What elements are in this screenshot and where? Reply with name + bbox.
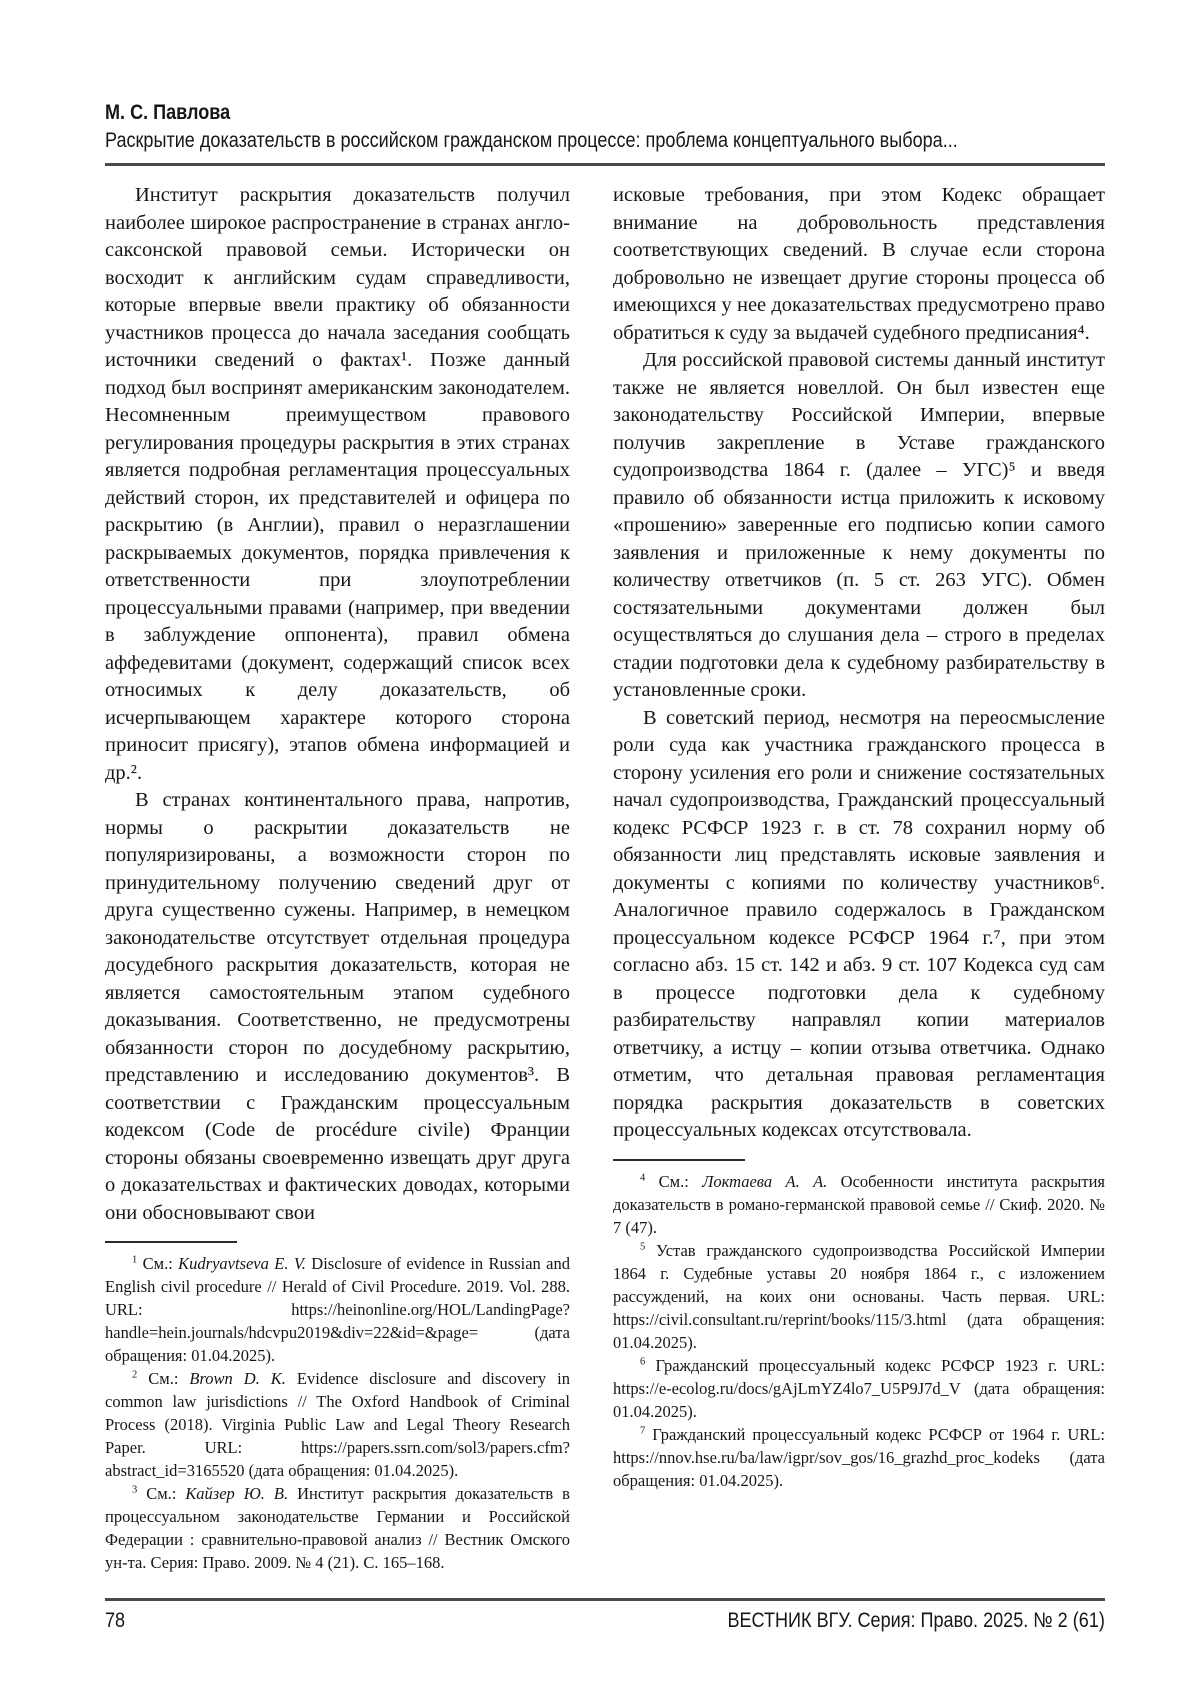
footnote-3: $^3$ См.: Кайзер Ю. В. Институт раскрытия доказательств в процессуальном законодательстве Германии и Российской Федерации : сравнительно-правовой анализ // Вестник Омского ун-та. Серия: Право. 2009. № 4 (21). С. 165–168. [105, 1484, 570, 1572]
footnote-author: Локтаева А. А. [702, 1171, 828, 1191]
column-right-footnotes [613, 1170, 1105, 1492]
page-footer [105, 1598, 1105, 1633]
column-right [613, 182, 1105, 1574]
paragraph: В советский период, несмотря на переосмысление роли суда как участника гражданского процесса в сторону усиления его роли и снижение состязательных начал судопроизводства, Гражданский процессуальный кодекс РСФСР 1923 г. в ст. 78 сохранил норму об обязанности лиц представлять исковые заявления и документы с копиями по количеству участников⁶. Аналогичное правило содержалось в Гражданском процессуальном кодексе РСФСР 1964 г.⁷, при этом согласно абз. 15 ст. 142 и абз. 9 ст. 107 Кодекса суд сам в процессе подготовки дела к судебному разбирательству направлял копии материалов ответчику, а истцу – копии отзыва ответчика. Однако отметим, что детальная правовая регламентация порядка раскрытия доказательств в советских процессуальных кодексах отсутствовала. [613, 706, 1105, 1141]
two-column-layout [105, 182, 1105, 1574]
footnote-5: $^5$ Устав гражданского судопроизводства Российской Империи 1864 г. Судебные уставы 20 ноября 1864 г., с изложением рассуждений, на коих они основаны. Часть первая. URL: https://civil.consultant.ru/reprint/books/115/3.html (дата обращения: 01.04.2025). [613, 1240, 1105, 1352]
footer-rule [105, 1598, 1105, 1601]
paragraph-continuation: исковые требования, при этом Кодекс обращает внимание на добровольность представления соответствующих сведений. В случае если сторона добровольно не извещает другие стороны процесса об имеющихся у нее доказательствах предусмотрено право обратиться к суду за выдачей судебного предписания⁴. [613, 184, 1105, 344]
footnote-number: 1 [132, 1254, 138, 1266]
footnote-author: Кайзер Ю. В. [185, 1484, 289, 1503]
page-header [105, 100, 1105, 166]
column-left-body [105, 182, 570, 1227]
footnote-number: 6 [640, 1356, 646, 1367]
footnote-number: 5 [640, 1241, 646, 1252]
footnote-number: 3 [132, 1484, 138, 1496]
footnote-separator [105, 1241, 237, 1243]
footnote-number: 4 [640, 1172, 646, 1183]
footnote-6: $^6$ Гражданский процессуальный кодекс РСФСР 1923 г. URL: https://e-ecolog.ru/docs/gAjLmYZ4lo7_U5P9J7d_V (дата обращения: 01.04.2025). [613, 1355, 1106, 1421]
footnote-7: $^7$ Гражданский процессуальный кодекс РСФСР от 1964 г. URL: https://nnov.hse.ru/ba/law/igpr/sov_gos/16_grazhd_proc_kodeks (дата обращения: 01.04.2025). [613, 1424, 1105, 1490]
footnote-author: Kudryavtseva E. V. [178, 1254, 306, 1273]
footnote-2: $^2$ См.: Brown D. K. Evidence disclosure and discovery in common law jurisdictions // The Oxford Handbook of Criminal Process (2018). Virginia Public Law and Legal Theory Research Paper. URL: https://papers.ssrn.com/sol3/papers.cfm?abstract_id=3165520 (дата обращения: 01.04.2025). [105, 1369, 570, 1480]
paragraph: Институт раскрытия доказательств получил наиболее широкое распространение в странах англо-саксонской правовой семьи. Исторически он восходит к английским судам справедливости, которые впервые ввели практику об обязанности участников процесса до начала заседания сообщать источники сведений о фактах¹. Позже данный подход был воспринят американским законодателем. Несомненным преимуществом правового регулирования процедуры раскрытия в этих странах является подробная регламентация процессуальных действий сторон, их представителей и офицера по раскрытию (в Англии), правил о неразглашении раскрываемых документов, порядка привлечения к ответственности при злоупотреблении процессуальными правами (например, при введении в заблуждение оппонента), правил обмена аффедевитами (документ, содержащий список всех относимых к делу доказательств, об исчерпывающем характере которого сторона приносит присягу), этапов обмена информацией и др.². [105, 184, 570, 784]
journal-title: ВЕСТНИК ВГУ. Серия: Право. 2025. № 2 (61) [727, 1609, 1105, 1632]
column-right-body [613, 182, 1105, 1145]
footnote-1: $^1$ См.: Kudryavtseva E. V. Disclosure of evidence in Russian and English civil procedure // Herald of Civil Procedure. 2019. Vol. 288. URL: https://heinonline.org/HOL/LandingPage?handle=hein.journals/hdcvpu2019&div=22&id=&page= (дата обращения: 01.04.2025). [105, 1254, 571, 1365]
footnote-4: $^4$ См.: Локтаева А. А. Особенности института раскрытия доказательств в романо-германской правовой семье // Скиф. 2020. № 7 (47). [613, 1171, 1106, 1237]
footnote-number: 7 [640, 1425, 646, 1436]
column-left [105, 182, 570, 1574]
column-left-footnotes [105, 1252, 570, 1574]
header-article-title: Раскрытие доказательств в российском гражданском процессе: проблема концептуального выбора... [105, 129, 958, 152]
paragraph: В странах континентального права, напротив, нормы о раскрытии доказательств не популяризированы, а возможности сторон по принудительному получению сведений друг от друга существенно сужены. Например, в немецком законодательстве отсутствует отдельная процедура досудебного раскрытия доказательств, которая не является самостоятельным этапом судебного доказывания. Соответственно, не предусмотрены обязанности сторон по досудебному раскрытию, представлению и исследованию документов³. В соответствии с Гражданским процессуальным кодексом (Code de procédure civile) Франции стороны обязаны своевременно извещать друг друга о доказательствах и фактических доводах, которыми они обосновывают свои [105, 789, 570, 1224]
page-number: 78 [105, 1609, 126, 1632]
column-gap [570, 182, 613, 1574]
header-rule [105, 163, 1105, 166]
footnote-separator [613, 1159, 745, 1161]
footnote-author: Brown D. K. [189, 1369, 286, 1388]
footnote-number: 2 [132, 1369, 138, 1381]
paragraph: Для российской правовой системы данный институт также не является новеллой. Он был известен еще законодательству Российской Империи, впервые получив закрепление в Уставе гражданского судопроизводства 1864 г. (далее – УГС)⁵ и введя правило об обязанности истца приложить к исковому «прошению» заверенные его подписью копии самого заявления и приложенные к нему документы по количеству ответчиков (п. 5 ст. 263 УГС). Обмен состязательными документами должен был осуществляться до слушания дела – строго в пределах стадии подготовки дела к судебному разбирательству в установленные сроки. [613, 349, 1105, 701]
header-author: М. С. Павлова [105, 101, 231, 124]
